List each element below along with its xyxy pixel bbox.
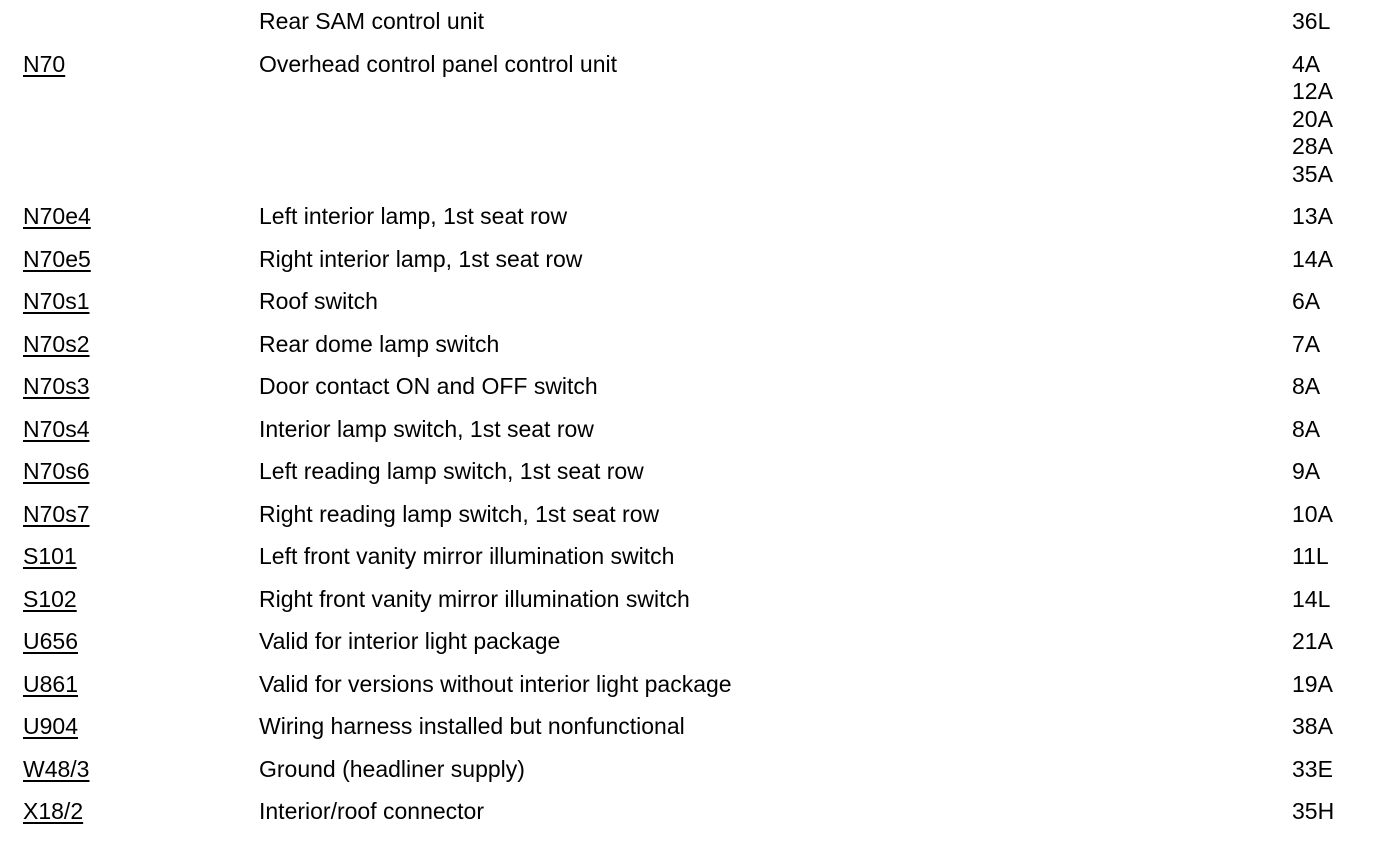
grid-reference: 4A bbox=[1292, 50, 1321, 77]
legend-row bbox=[0, 246, 1376, 289]
component-description: Ground (headliner supply) bbox=[259, 755, 525, 782]
component-description: Door contact ON and OFF switch bbox=[259, 373, 598, 400]
grid-reference: 19A bbox=[1292, 670, 1333, 697]
grid-reference-list bbox=[1292, 713, 1333, 741]
grid-reference-list bbox=[1292, 628, 1333, 656]
component-description: Left front vanity mirror illumination switch bbox=[259, 543, 675, 570]
grid-reference-list bbox=[1292, 203, 1333, 231]
grid-reference: 14A bbox=[1292, 245, 1333, 272]
component-code-link[interactable]: N70e4 bbox=[23, 203, 91, 230]
component-code-link[interactable]: N70s7 bbox=[23, 500, 90, 527]
component-description: Roof switch bbox=[259, 288, 378, 315]
grid-reference: 9A bbox=[1292, 458, 1321, 485]
legend-row bbox=[0, 331, 1376, 374]
component-description: Overhead control panel control unit bbox=[259, 50, 617, 77]
component-code-link[interactable]: N70s6 bbox=[23, 458, 90, 485]
grid-reference-list bbox=[1292, 586, 1330, 614]
component-description: Left reading lamp switch, 1st seat row bbox=[259, 458, 644, 485]
legend-row bbox=[0, 8, 1376, 51]
component-code-link[interactable]: N70s3 bbox=[23, 373, 90, 400]
component-code-link[interactable]: N70 bbox=[23, 50, 66, 77]
grid-reference-list bbox=[1292, 8, 1330, 36]
grid-reference-list bbox=[1292, 501, 1333, 529]
grid-reference-list bbox=[1292, 373, 1320, 401]
grid-reference-list bbox=[1292, 246, 1333, 274]
grid-reference: 36L bbox=[1292, 8, 1331, 34]
grid-reference: 28A bbox=[1292, 133, 1333, 160]
grid-reference: 7A bbox=[1292, 330, 1321, 357]
grid-reference: 6A bbox=[1292, 288, 1321, 315]
component-code-link[interactable]: N70s2 bbox=[23, 330, 90, 357]
legend-row bbox=[0, 543, 1376, 586]
component-description: Interior lamp switch, 1st seat row bbox=[259, 415, 594, 442]
component-code-link[interactable]: N70e5 bbox=[23, 245, 91, 272]
component-code-link[interactable]: N70s1 bbox=[23, 288, 90, 315]
component-description: Wiring harness installed but nonfunctional bbox=[259, 713, 685, 740]
grid-reference-list bbox=[1292, 416, 1320, 444]
grid-reference-list bbox=[1292, 288, 1320, 316]
legend-row bbox=[0, 501, 1376, 544]
component-description: Right reading lamp switch, 1st seat row bbox=[259, 500, 660, 527]
component-code-link[interactable]: N70s4 bbox=[23, 415, 90, 442]
grid-reference: 10A bbox=[1292, 500, 1333, 527]
component-code-link[interactable]: U656 bbox=[23, 628, 78, 655]
component-description: Right interior lamp, 1st seat row bbox=[259, 245, 583, 272]
legend-row bbox=[0, 51, 1376, 204]
component-description: Valid for interior light package bbox=[259, 628, 561, 655]
grid-reference-list bbox=[1292, 331, 1320, 359]
component-code-link[interactable]: S102 bbox=[23, 585, 77, 612]
grid-reference: 38A bbox=[1292, 713, 1333, 740]
component-code-link[interactable]: W48/3 bbox=[23, 755, 90, 782]
legend-row bbox=[0, 798, 1376, 841]
grid-reference: 8A bbox=[1292, 373, 1321, 400]
grid-reference-list bbox=[1292, 798, 1334, 826]
component-code-link[interactable]: X18/2 bbox=[23, 798, 84, 825]
grid-reference: 11L bbox=[1292, 543, 1329, 570]
legend-row bbox=[0, 288, 1376, 331]
legend-row bbox=[0, 671, 1376, 714]
grid-reference-list bbox=[1292, 51, 1333, 189]
grid-reference: 20A bbox=[1292, 105, 1333, 132]
component-description: Left interior lamp, 1st seat row bbox=[259, 203, 568, 230]
grid-reference-list bbox=[1292, 543, 1329, 571]
component-code-link[interactable]: U904 bbox=[23, 713, 78, 740]
grid-reference: 12A bbox=[1292, 78, 1333, 105]
component-description: Interior/roof connector bbox=[259, 798, 485, 825]
grid-reference: 33E bbox=[1292, 755, 1333, 782]
grid-reference: 21A bbox=[1292, 628, 1333, 655]
legend-row bbox=[0, 713, 1376, 756]
grid-reference: 35H bbox=[1292, 798, 1335, 825]
grid-reference: 14L bbox=[1292, 585, 1331, 612]
legend-row bbox=[0, 458, 1376, 501]
legend-row bbox=[0, 373, 1376, 416]
grid-reference-list bbox=[1292, 756, 1333, 784]
grid-reference-list bbox=[1292, 671, 1333, 699]
legend-row bbox=[0, 586, 1376, 629]
legend-row bbox=[0, 756, 1376, 799]
grid-reference: 13A bbox=[1292, 203, 1333, 230]
grid-reference-list bbox=[1292, 458, 1320, 486]
component-code-link[interactable]: S101 bbox=[23, 543, 77, 570]
grid-reference: 8A bbox=[1292, 415, 1321, 442]
component-description: Valid for versions without interior light package bbox=[259, 670, 732, 697]
component-code-link[interactable]: U861 bbox=[23, 670, 78, 697]
component-description: Rear SAM control unit bbox=[259, 8, 484, 34]
component-description: Right front vanity mirror illumination switch bbox=[259, 585, 690, 612]
legend-row bbox=[0, 416, 1376, 459]
component-description: Rear dome lamp switch bbox=[259, 330, 500, 357]
component-legend bbox=[0, 8, 1376, 841]
grid-reference: 35A bbox=[1292, 160, 1333, 187]
legend-row bbox=[0, 628, 1376, 671]
legend-row bbox=[0, 203, 1376, 246]
